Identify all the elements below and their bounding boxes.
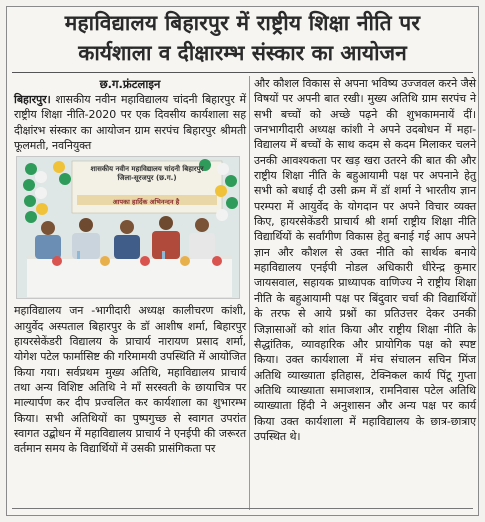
place-name: बिहारपुर। bbox=[14, 93, 51, 106]
headline-rule bbox=[12, 72, 473, 73]
dateline: छ.ग.फ्रंटलाइन bbox=[99, 77, 161, 91]
photo-banner-line-1: शासकीय नवीन महाविद्यालय चांदनी बिहारपुर bbox=[90, 165, 204, 174]
headline bbox=[8, 8, 477, 70]
headline-line-1: महाविद्यालय बिहारपुर में राष्ट्रीय शिक्षा नीति पर bbox=[64, 10, 421, 35]
paragraph-right: और कौशल विकास से अपना भविष्य उज्जवल करने जैसे विषयों पर अपनी बात रखी। मुख्य अतिथि ग्राम सरपंच ने सभी बच्चों को अच्छे पढ़ने की शुभकामनायें दीं। जनभागीदारी अध्यक्ष कांशी ने अपने उदबोधन में महा-विद्यालय में बच्चों के साथ कदम से कदम मिलाकर चलने उनकी आवश्यकता पर खड़ खरा उतरने की बात की और राष्ट्रीय शिक्षा नीति के बहुआयामी पक्ष पर अपनाने हेतु सभी को बधाई दी उसी क्रम में डॉ शर्मा ने भारतीय ज्ञान परम्परा में आयुर्वेद के योगदान पर अपने विचार व्यक्त किए, हायरसेकेंडरी प्राचार्य श्री शर्मा राष्ट्रीय शिक्षा नीति विद्यार्थियों के सर्वांगीण विकास हेतु बनाई गई आप अपने ज्ञान और कौशल से उक्त नीति को सार्थक बनाये महाविद्यालय एनईपी नोडल अधिकारी धीरेन्द्र कुमार जायसवाल, सहायक प्राध्यापक वाणिज्य ने राष्ट्रीय शिक्षा नीति के बहुआयामी पक्ष पर बिंदुवार चर्चा की विद्यार्थियों के तरफ से आये प्रश्नों का प्रतिउत्तर देकर उनकी जिज्ञासाओं को शांत किया और राष्ट्रीय शिक्षा नीति के सैद्धांतिक, व्यावहारिक और प्रायोगिक पक्ष को स्पष्ट किया। उक्त कार्यशाला में मंच संचालन सचिन मिंज अतिथि व्याख्याता इतिहास, टेक्निकल कार्य पिंटू गुप्ता अतिथि व्याख्याता समाजशात्र, रामनिवास पटेल अतिथि व्याख्याता हिंदी ने अनुशासन और अन्य पक्ष पर कार्य किया उक्त कार्यशाला में महाविद्यालय के छात्र-छात्राए उपस्थित थे। bbox=[254, 77, 476, 443]
bottom-rule bbox=[12, 508, 473, 509]
paragraph-left-continued: महाविद्यालय जन -भागीदारी अध्यक्ष कालीचरण कांशी, आयुर्वेद अस्पताल बिहारपुर के डॉ आशीष शर्मा, बिहारपुर हायरसेकेंडरी विद्यालय के प्राचार्य नारायण प्रसाद शर्मा, योगेश पटेल फार्मासिष्ट की गरिमामयी उपस्थिति में आयोजित किया गया। सर्वप्रथम मुख्य अतिथि, महाविद्यालय प्राचार्य तथा अन्य विशिष्ट अतिथि ने माँ सरस्वती के छायाचित्र पर माल्यार्पण कर दीप प्रज्वलित कर कार्यशाला का शुभारम्भ किया। सभी अतिथियों का पुष्पगुच्छ से स्वागत उपरांत स्वागत उद्बोधन में महाविद्यालय प्राचार्य ने एनईपी की जरूरत वर्तमान समय के विद्यार्थियों में उसकी प्रासंगिकता पर bbox=[14, 304, 246, 456]
right-column bbox=[254, 76, 476, 444]
photo-banner bbox=[87, 165, 207, 183]
photo-banner-welcome: आपका हार्दिक अभिनन्दन है bbox=[112, 198, 180, 207]
column-divider bbox=[249, 76, 250, 510]
event-photo bbox=[16, 156, 240, 299]
intro-text: शासकीय नवीन महाविद्यालय चांदनी बिहारपुर में राष्ट्रीय शिक्षा नीति-2020 पर एक दिवसीय कार्यशाला सह दीक्षांरभ संस्कार का आयोजन ग्राम सरपंच बिहारपुर श्रीमती फूलमती, नवनियुक्त bbox=[14, 93, 246, 153]
photo-banner-line-2: जिला-सूरजपुर (छ.ग.) bbox=[117, 174, 177, 183]
left-column bbox=[14, 76, 246, 457]
paragraph-intro bbox=[14, 92, 246, 153]
headline-line-2: कार्यशाला व दीक्षारम्भ संस्कार का आयोजन bbox=[78, 40, 407, 65]
